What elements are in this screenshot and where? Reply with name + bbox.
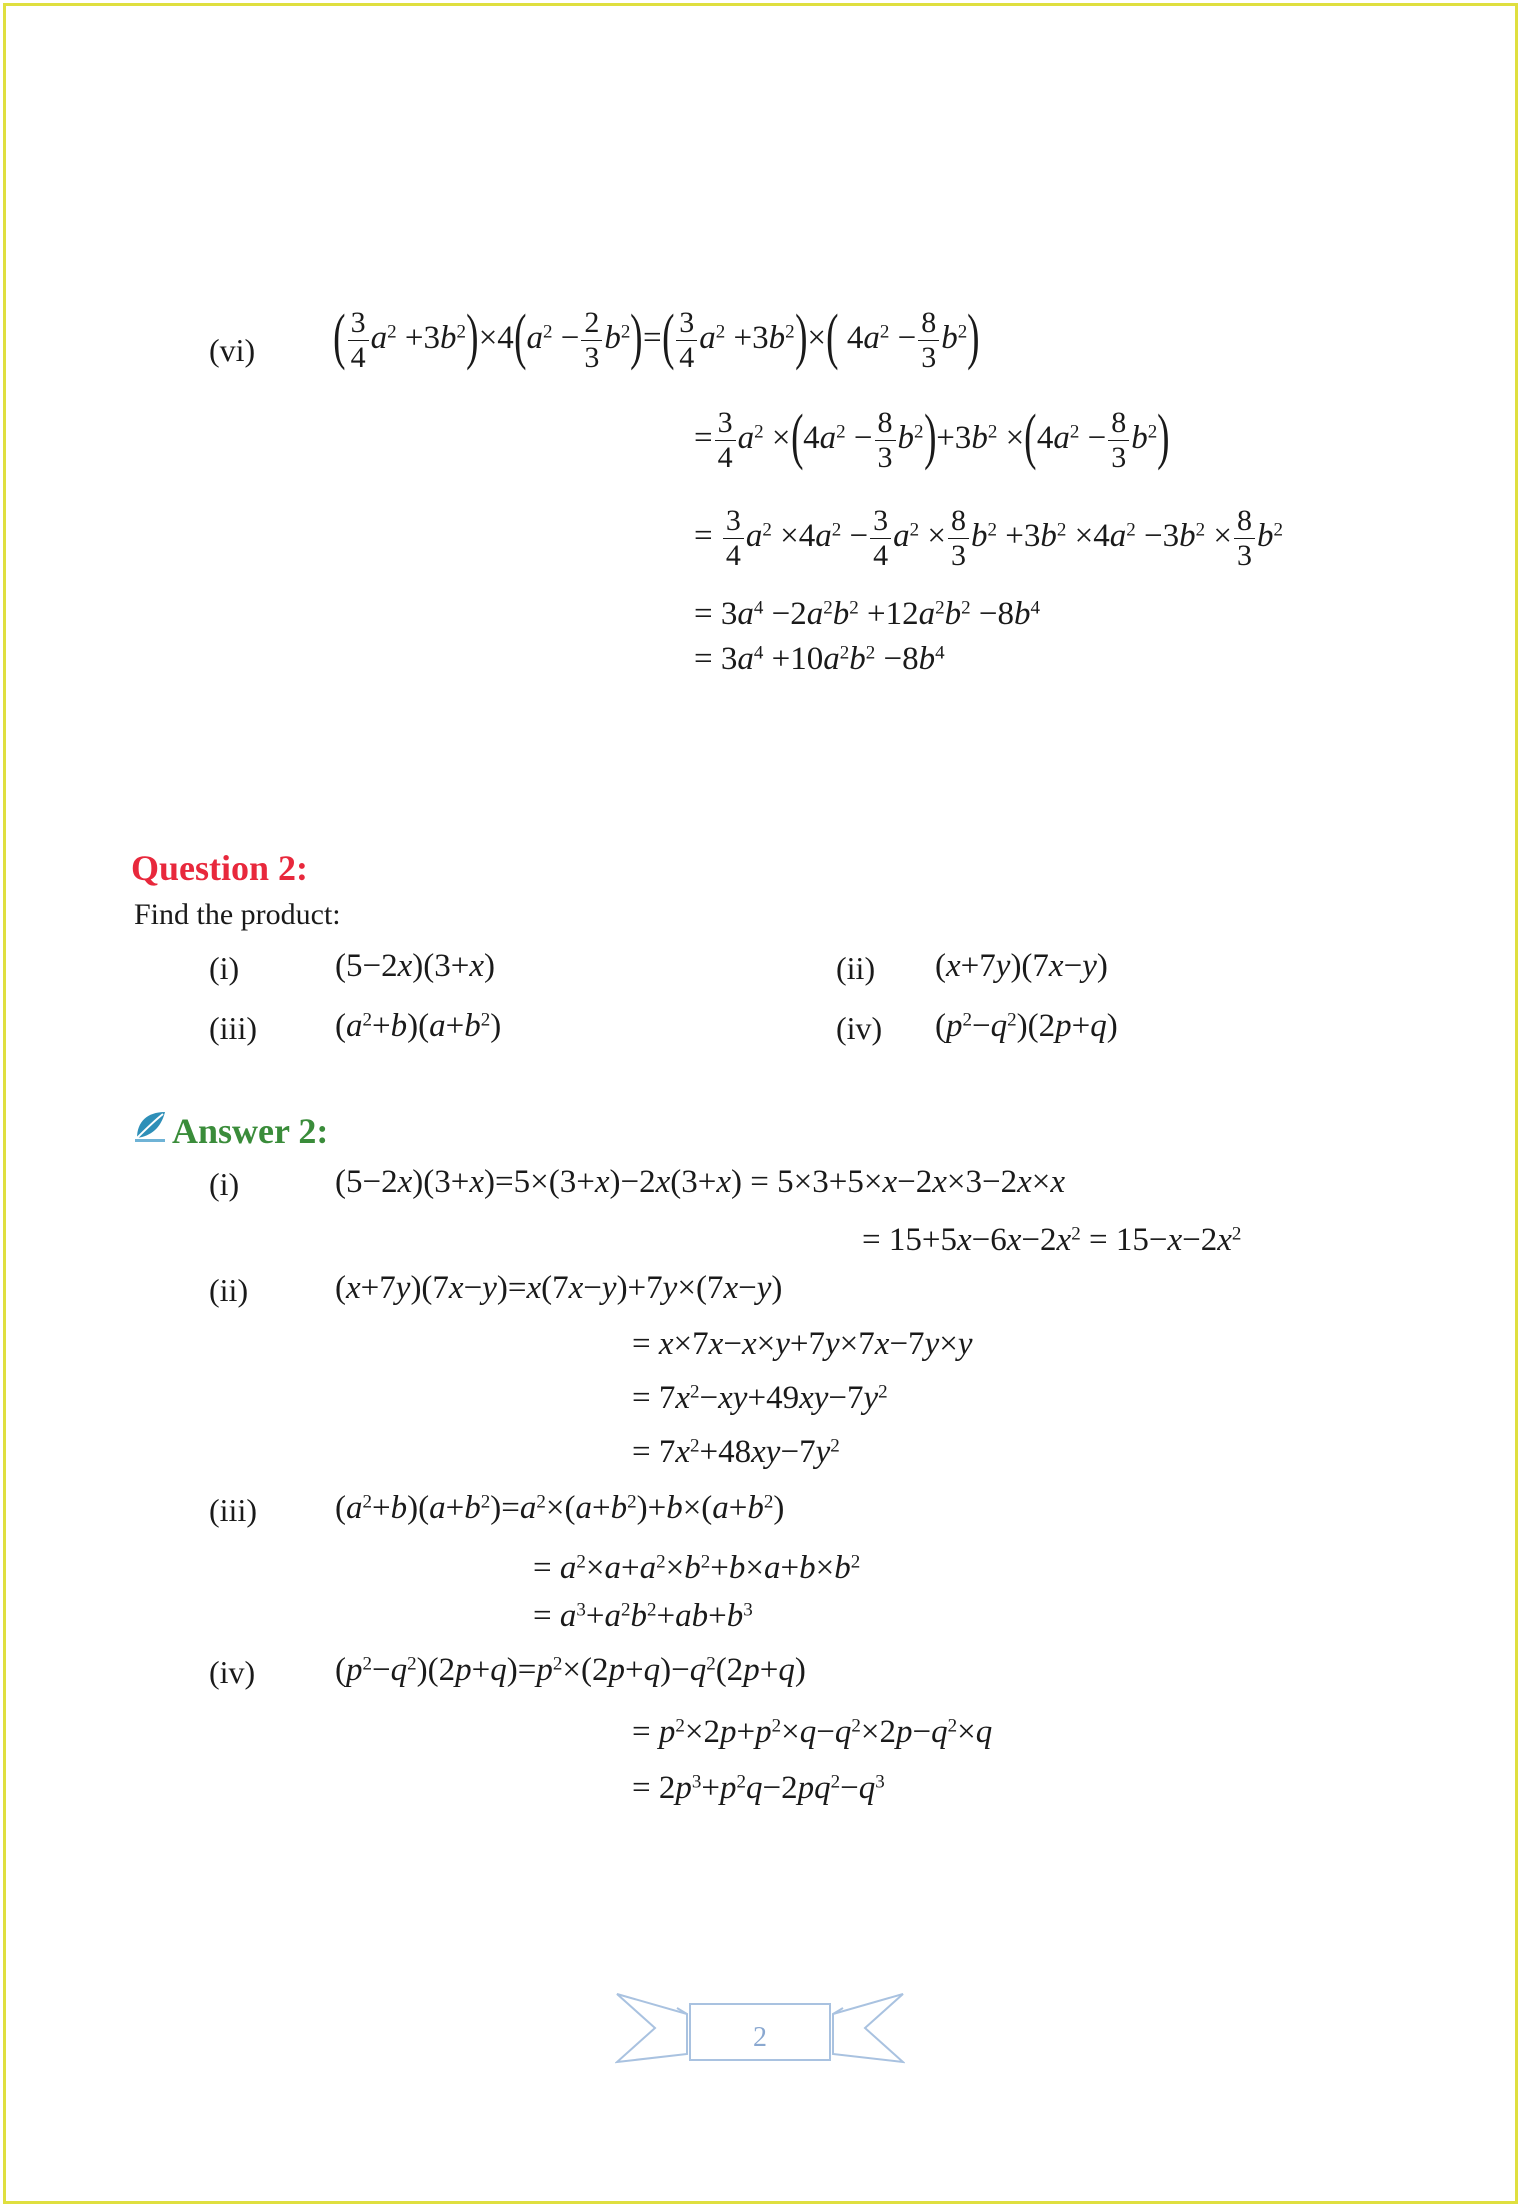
answer-2-heading: Answer 2: (172, 1111, 329, 1151)
answer-i-line-2: = $15+5x-6x-2x^2 = 15-x-2x^2$ (862, 1222, 1242, 1258)
answer-ii-line-3: = $7x^2-xy+49xy-7y^2$ (632, 1380, 888, 1416)
question-item-label: (i) (209, 950, 240, 986)
answer-ii-line-2: = x×7x−x×y+7y×7x−7y×y (632, 1326, 973, 1362)
question-2-instruction: Find the product: (134, 898, 341, 931)
answer-iv-line-2: = $p^2\times 2p+p^2\times q-q^2\times 2p-q^2\times q$ (632, 1714, 993, 1750)
page-number: 2 (753, 2022, 767, 2053)
question-item-expr: $(p^2-q^2)(2p+q)$ (935, 1008, 1118, 1044)
answer-iv-line-3: = $2p^3+p^2q-2pq^2-q^3$ (632, 1770, 885, 1806)
question-item-expr: (5−2x)(3+x) (335, 948, 496, 984)
answer-i-line-1: (5−2x)(3+x)=5×(3+x)−2x(3+x) = 5×3+5×x−2x×3−2x×x (335, 1164, 1066, 1200)
question-item-label: (iii) (209, 1010, 257, 1046)
question-item-label: (ii) (836, 950, 876, 986)
answer-label: (iv) (209, 1654, 256, 1690)
answer-label: (iii) (209, 1492, 257, 1528)
question-item-expr: $(a^2+b)(a+b^2)$ (335, 1008, 502, 1044)
answer-label: (i) (209, 1166, 240, 1202)
question-item-label: (iv) (836, 1010, 883, 1046)
part-vi-line-5: = $3a^4 +10a^2b^2 -8b^4$ (694, 641, 945, 677)
part-vi-line-1: ( $\frac{3}{4}$ $a^2 +3b^2)\times 4(a^2$ − $\frac{2}{3}$ $b^2)=$( $\frac{3}{4}$ $a^2 +3b^2)\times$( $4a^2$ − $\frac{8}{3}$ $b^2$) (333, 302, 980, 374)
answer-iii-line-1: $(a^2+b)(a+b^2)=a^2\times(a+b^2)+b\times(a+b^2)$ (335, 1490, 785, 1526)
answer-iv-line-1: $(p^2-q^2)(2p+q)=p^2\times(2p+q)-q^2(2p+q)$ (335, 1652, 806, 1688)
part-vi-line-2: = $\frac{3}{4}$ $a^2 \times(4a^2$ − $\frac{8}{3}$ $b^2)+3b^2 \times(4a^2$ − $\frac{8}{3}$ $b^2$) (694, 402, 1170, 474)
part-vi-label: (vi) (209, 332, 256, 368)
answer-iii-line-3: = $a^3+a^2b^2+ab+b^3$ (533, 1598, 753, 1634)
question-item-expr: (x+7y)(7x−y) (935, 948, 1108, 984)
answer-ii-line-4: = $7x^2+48xy-7y^2$ (632, 1434, 840, 1470)
answer-iii-line-2: = $a^2\times a+a^2\times b^2+b\times a+b\times b^2$ (533, 1550, 861, 1586)
answer-label: (ii) (209, 1272, 249, 1308)
part-vi-line-4: = $3a^4 -2a^2b^2 +12a^2b^2 -8b^4$ (694, 596, 1040, 632)
question-2-heading: Question 2: (131, 848, 309, 888)
part-vi-line-3: = $\frac{3}{4}$ $a^2 \times 4a^2$ − $\frac{3}{4}$ $a^2$ × $\frac{8}{3}$ $b^2 +3b^2 \times 4a^2 -3b^2$ × $\frac{8}{3}$ $b^2$ (694, 504, 1283, 572)
leaf-logo-icon (133, 1108, 169, 1144)
answer-ii-line-1: (x+7y)(7x−y)=x(7x−y)+7y×(7x−y) (335, 1270, 783, 1306)
